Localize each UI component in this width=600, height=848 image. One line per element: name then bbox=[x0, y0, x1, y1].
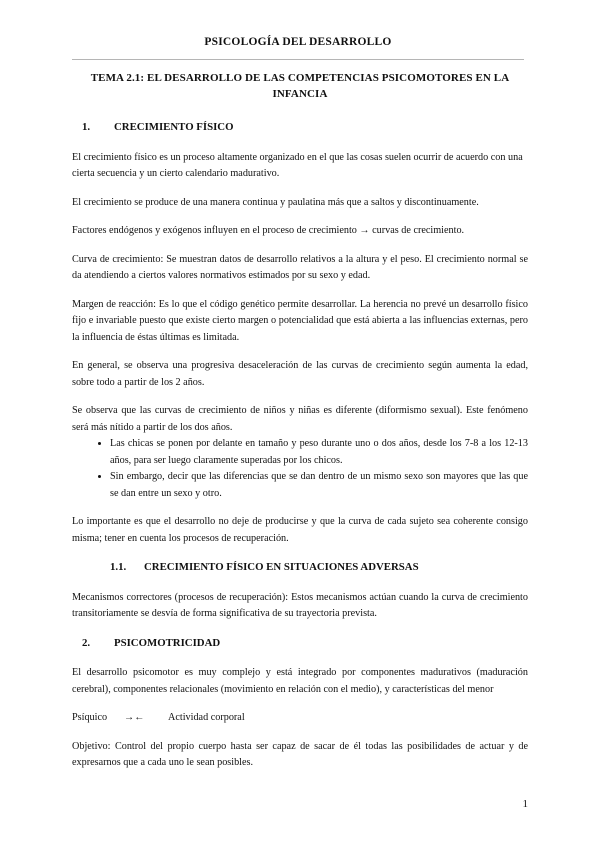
list-item: • Sin embargo, decir que las diferencias que se dan dentro de un mismo sexo son mayores que las que se dan entre un sexo y otro. bbox=[110, 469, 528, 502]
relation-right: Actividad corporal bbox=[168, 712, 245, 723]
paragraph: El desarrollo psicomotor es muy complejo y está integrado por componentes madurativos (maduración cerebral), componentes relacionales (movimiento en relación con el medio), y características del menor bbox=[72, 667, 528, 695]
section-title: CRECIMIENTO FÍSICO bbox=[114, 121, 234, 133]
paragraph: Lo importante es que el desarrollo no deje de producirse y que la curva de cada sujeto sea coherente consigo misma; tener en cuenta los procesos de recuperación. bbox=[72, 516, 528, 544]
relation-row bbox=[72, 710, 528, 727]
paragraph: El crecimiento físico es un proceso altamente organizado en el que las cosas suelen ocurrir de acuerdo con una cierta secuencia y un cierto calendario madurativo. bbox=[72, 151, 523, 179]
bidirectional-arrow-icon: →← bbox=[124, 712, 145, 723]
paragraph: El crecimiento se produce de una manera continua y paulatina más que a saltos y discontinuamente. bbox=[72, 196, 479, 208]
list-item: • Las chicas se ponen por delante en tamaño y peso durante uno o dos años, desde los 7-8 a los 12-13 años, para ser luego claramente superadas por los chicos. bbox=[110, 436, 528, 469]
paragraph: En general, se observa una progresiva desaceleración de las curvas de crecimiento según aumenta la edad, sobre todo a partir de los 2 años. bbox=[72, 360, 528, 388]
paragraph: Curva de crecimiento: Se muestran datos de desarrollo relativos a la altura y el peso. El crecimiento normal se da atendiendo a ciertos valores normativos estimados por su sexo y edad. bbox=[72, 253, 528, 281]
paragraph: Factores endógenos y exógenos influyen en el proceso de crecimiento → curvas de crecimiento. bbox=[72, 225, 465, 236]
paragraph: Se observa que las curvas de crecimiento de niños y niñas es diferente (diformismo sexual). Este fenómeno será más nítido a partir de los dos años. bbox=[72, 405, 528, 433]
section-number: 2. bbox=[82, 636, 91, 649]
section-title: PSICOMOTRICIDAD bbox=[114, 636, 221, 649]
paragraph: Margen de reacción: Es lo que el código genético permite desarrollar. La herencia no prevé un desarrollo físico fijo e invariable puesto que existe cierto margen o potencialidad que está abierta a las influencias externas, pero la influencia de éstas últimas es limitada. bbox=[72, 298, 528, 343]
relation-left: Psíquico bbox=[72, 712, 108, 723]
section-heading-2 bbox=[72, 635, 528, 652]
section-heading-1-1 bbox=[110, 559, 528, 576]
section-heading-1 bbox=[72, 119, 528, 136]
page-number: 1 bbox=[522, 798, 528, 810]
section-title: CRECIMIENTO FÍSICO EN SITUACIONES ADVERSAS bbox=[144, 561, 419, 573]
section-number: 1. bbox=[82, 121, 91, 133]
bullet-list bbox=[72, 436, 528, 502]
document-title: TEMA 2.1: EL DESARROLLO DE LAS COMPETENCIAS PSICOMOTORES EN LA INFANCIA bbox=[90, 72, 510, 100]
section-number: 1.1. bbox=[110, 561, 127, 573]
running-header: PSICOLOGÍA DEL DESARROLLO bbox=[204, 36, 392, 48]
paragraph: Objetivo: Control del propio cuerpo hasta ser capaz de sacar de él todas las posibilidades de actuar y de expresarnos que a cada uno le sean posibles. bbox=[72, 740, 528, 768]
paragraph: Mecanismos correctores (procesos de recuperación): Estos mecanismos actúan cuando la curva de crecimiento transitoriamente se desvía de forma significativa de su trayectoria prevista. bbox=[72, 591, 528, 619]
page-content bbox=[72, 70, 528, 784]
header-divider bbox=[72, 59, 524, 60]
